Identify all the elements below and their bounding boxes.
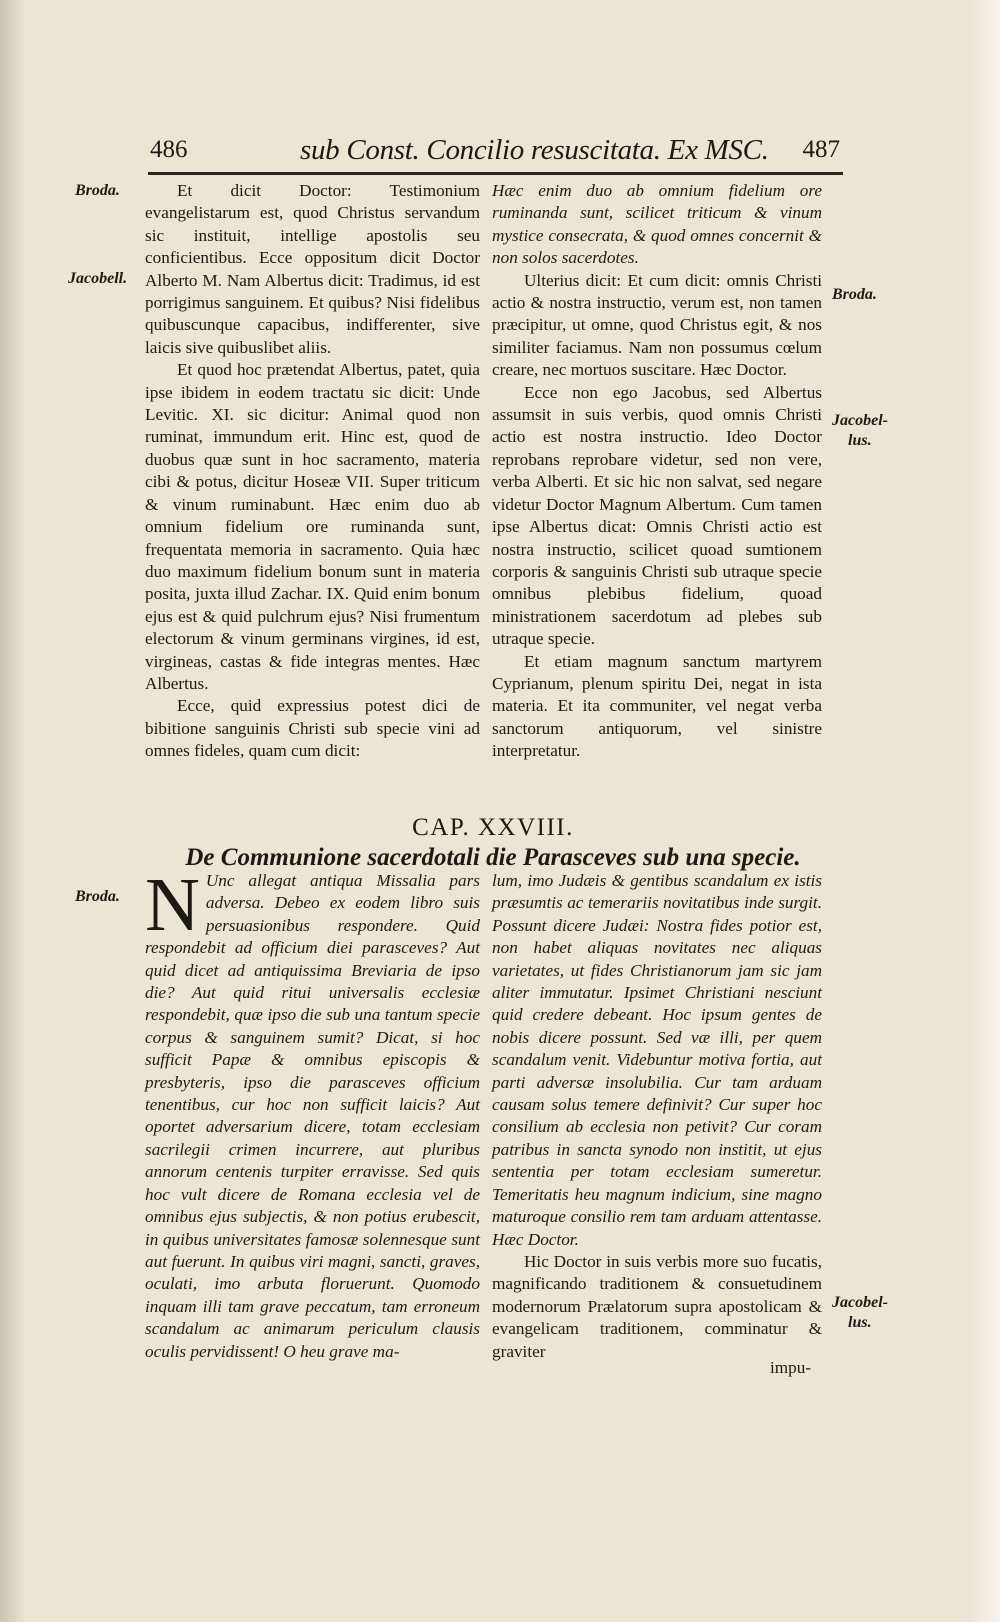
margin-note-jacobel: Jacobel- bbox=[832, 412, 888, 429]
left-column-bottom bbox=[145, 863, 480, 1363]
chapter-number: CAP. XXVIII. bbox=[412, 814, 574, 841]
margin-note-jacobel: Jacobel- bbox=[832, 1294, 888, 1311]
running-head bbox=[150, 136, 840, 170]
paragraph: Et quod hoc prætendat Albertus, patet, quia ipse ibidem in eodem tractatu sic dicit: Unde Levitic. XI. sic dicitur: Animal quod non ruminat, immundum erit. Hinc est, quod de duobus quæ sunt in hoc sacramento, materia cibi & potus, dicitur Hoseæ VII. Super triticum & vinum ruminabunt. Hæc enim duo ab omnium fidelium ore ruminanda sunt, frequentata memoria in sacramento. Quia hæc duo maximum fidelium bonum sunt in materia posita, juxta illud Zachar. IX. Quid enim bonum ejus est & quid pulchrum ejus? Nisi frumentum electorum & vinum germinans virgines, id est, virgineas, castas & fide integras mentes. Hæc Albertus. bbox=[145, 360, 480, 693]
left-column-top bbox=[145, 180, 480, 763]
catchword: impu- bbox=[770, 1358, 812, 1377]
margin-note-broda: Broda. bbox=[75, 182, 120, 199]
header-rule bbox=[148, 172, 843, 175]
page-number-right: 487 bbox=[802, 136, 840, 163]
paragraph: Hæc enim duo ab omnium fidelium ore ruminanda sunt, scilicet triticum & vinum mystice consecrata, & quod omnes concernit & non solos sacerdotes. bbox=[492, 181, 822, 268]
paragraph: Hic Doctor in suis verbis more suo fucatis, magnificando traditionem & consuetudinem modernorum Prælatorum supra apostolicam & evangelicam traditionem, comminatur & graviter bbox=[492, 1251, 822, 1361]
paragraph: Ecce non ego Jacobus, sed Albertus assumsit in suis verbis, quod omnis Christi actio est nostra instructio. Ideo Doctor reprobans reprobare videtur, sed non vere, verba Alberti. Et sic hic non salvat, sed negare videtur Doctor Magnum Albertum. Cum tamen ipse Albertus dicat: Omnis Christi actio est nostra instructio, scilicet quoad sumtionem corporis & sanguinis Christi sub utraque specie omnibus plebibus fidelium, quoad ministrationem sacerdotum ad plebes sub utraque specie. bbox=[492, 382, 822, 649]
paragraph: lum, imo Judæis & gentibus scandalum ex istis præsumtis ac temerariis novitatibus inde surgit. Possunt dicere Judæi: Nostra fides potior est, non habet aliquas novitates nec aliquas varietates, ut fides Christianorum jam sic jam aliter immutatur. Ipsimet Christiani nesciunt quid credere debeant. Hoc ipsum gentes de nobis dicere possunt. Sed væ illi, per quem scandalum venit. Videbuntur motiva fortia, aut parti adversæ insolubilia. Cur tam arduam causam solus temere definivit? Cur super hoc consilium ab ecclesia non petivit? Cur coram patribus in sancta synodo non institit, ut ejus sententia per totam ecclesiam sumeretur. Temeritatis heu magnum indicium, sine magno maturoque consilio rem tam arduam attentasse. Hæc Doctor. bbox=[492, 871, 822, 1249]
paragraph: Ecce, quid expressius potest dici de bibitione sanguinis Christi sub specie vini ad omnes fideles, quam cum dicit: bbox=[145, 696, 480, 761]
paragraph: Et etiam magnum sanctum martyrem Cyprianum, plenum spiritu Dei, negat in ista materia. Et ita communiter, vel negat verba sanctorum antiquorum, vel sinistre interpretatur. bbox=[492, 651, 822, 761]
running-title: sub Const. Concilio resuscitata. Ex MSC. bbox=[300, 134, 769, 166]
right-column-top bbox=[492, 180, 822, 763]
paragraph: Et dicit Doctor: Testimonium evangelistarum est, quod Christus servandum sic instituit, intellige apostolis seu conficientibus. Ecce oppositum dicit Doctor Alberto M. Nam Albertus dicit: Tradimus, id est porrigimus sanguinem. Et quibus? Nisi fidelibus quibuscunque capacibus, indifferenter, sive laicis sive quibuslibet aliis. bbox=[145, 181, 480, 357]
chapter-title: De Communione sacerdotali die Parasceves sub una specie. bbox=[185, 844, 801, 871]
margin-note-jacobel-cont: lus. bbox=[848, 432, 872, 449]
margin-note-jacobell: Jacobell. bbox=[68, 270, 128, 287]
paragraph: Unc allegat antiqua Missalia pars adversa. Debeo ex eodem libro suis persuasionibus respondere. Quid respondebit ad officium diei parasceves? Aut quid dicet ad antiquissima Breviaria de ipso die? Aut quid ritui universalis ecclesiæ respondebit, quæ ipso die sub una tantum specie corpus & sanguinem sumit? Dicat, si hoc sufficit Papæ & omnibus episcopis & presbyteris, ipso die parasceves officium tenentibus, cur hoc non sufficit laicis? Aut oportet adversarium dicere, totam ecclesiam sacrilegii crimen incurrere, aut pluribus annorum centenis turpiter erravisse. Sed quis hoc vult dicere de Romana ecclesia vel de omnibus ejus subjectis, & non potius erubescit, in quibus universitates famosæ solennesque sunt aut fuerunt. In quibus viri magni, sancti, graves, oculati, imo arbuta floruerunt. Quomodo inquam illi tam grave peccatum, tam erroneum scandalum ac animarum periculum clausis oculis pervidissent! O heu grave ma- bbox=[145, 871, 480, 1361]
chapter-heading bbox=[148, 814, 838, 872]
margin-note-jacobel-cont: lus. bbox=[848, 1314, 872, 1331]
paragraph: Ulterius dicit: Et cum dicit: omnis Christi actio & nostra instructio, verum est, non tamen præcipitur, ut omne, quod Christus egit, & nos similiter faciamus. Nam non possumus cœlum creare, nec mortuos suscitare. Hæc Doctor. bbox=[492, 270, 822, 380]
page-number-left: 486 bbox=[150, 136, 188, 163]
margin-note-broda: Broda. bbox=[832, 286, 877, 303]
margin-note-broda: Broda. bbox=[75, 888, 120, 905]
drop-capital: N bbox=[145, 863, 200, 947]
right-column-bottom bbox=[492, 870, 822, 1363]
